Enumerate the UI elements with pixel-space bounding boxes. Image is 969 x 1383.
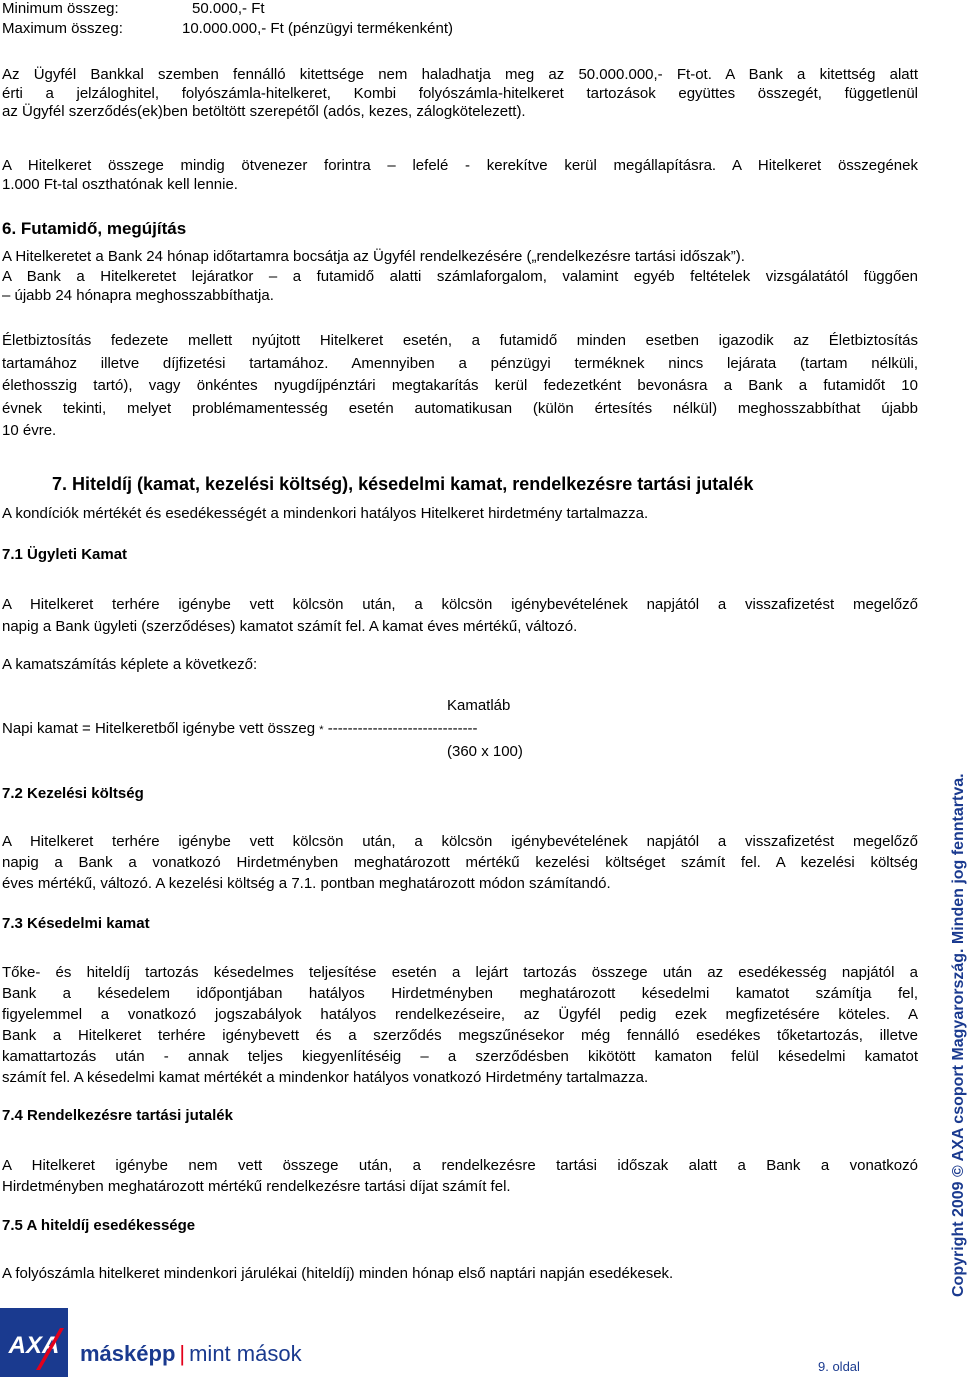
text-line: A Bank a Hitelkeretet lejáratkor – a futamidő alatti számlaforgalom, valamint egyéb feltételek vizsgálatától függően (2, 268, 918, 285)
text-line: érti a jelzáloghitel, folyószámla-hitelkeret, Kombi folyószámla-hitelkeret tartozások együttes összegét, függetlenül (2, 84, 918, 102)
page-number: 9. oldal (818, 1359, 860, 1374)
text-line: számít fel. A késedelmi kamat mértékét a mindenkor hatályos vonatkozó Hirdetmény tartalmazza. (2, 1069, 649, 1086)
min-value: 50.000,- Ft (192, 0, 265, 17)
slogan-main: másképp (80, 1341, 176, 1366)
text-line: figyelemmel a vonatkozó jogszabályok hatályos rendelkezéseire, az Ügyfél pedig ezek megfizetésére köteles. A (2, 1006, 918, 1023)
section-7-3-p1 (2, 962, 918, 1088)
section-7-4-p1 (2, 1155, 918, 1197)
section-7-title: 7. Hiteldíj (kamat, kezelési költség), késedelmi kamat, rendelkezésre tartási jutalék (52, 474, 754, 494)
axa-logo-graphic (0, 1308, 68, 1377)
section-7-1-title: 7.1 Ügyleti Kamat (2, 546, 128, 563)
text-line: élethosszig tartó), vagy önkéntes nyugdíjpénztári megtakarítás kerül fedezetként bevonásra a Bank a futamidőt 10 (2, 377, 918, 394)
text-line: Életbiztosítás fedezete mellett nyújtott Hitelkeret esetén, a futamidő minden esetben igazodik az Életbiztosítás (2, 332, 918, 349)
axa-logo (0, 1308, 68, 1377)
formula-text: Napi kamat = Hitelkeretből igénybe vett összeg (2, 720, 320, 737)
section-6-p2 (2, 268, 918, 305)
section-7-4-title: 7.4 Rendelkezésre tartási jutalék (2, 1107, 233, 1124)
text-line: Bank a késedelem időpontjában hatályos Hirdetményben meghatározott késedelmi kamatot számítja fel, (2, 985, 918, 1002)
section-7-3-title: 7.3 Késedelmi kamat (2, 915, 150, 932)
section-7-5-p1: A folyószámla hitelkeret mindenkori járulékai (hiteldíj) minden hónap első naptári napján esedékesek. (2, 1265, 674, 1282)
text-line: Hirdetményben meghatározott mértékű rendelkezésre tartási díjat számít fel. (2, 1178, 511, 1195)
text-line: kamattartozás után - annak teljes kiegyenlítéséig – a szerződésben kikötött kamaton felül késedelmi kamatot (2, 1048, 918, 1065)
text-line: éves mértékű, változó. A kezelési költség a 7.1. pontban meghatározott módon számítandó. (2, 875, 611, 892)
text-line: A Hitelkeret igénybe nem vett összege után, a rendelkezésre tartási időszak alatt a Bank a vonatkozó (2, 1157, 918, 1174)
text-line: az Ügyfél szerződés(ek)ben betöltött szerepétől (adós, kezes, zálogkötelezett). (2, 103, 526, 120)
slogan-separator: | (179, 1341, 186, 1366)
section-7-1-p1 (2, 594, 918, 638)
exposure-paragraph (2, 66, 918, 122)
formula-denominator: (360 x 100) (447, 743, 523, 760)
section-6-p1: A Hitelkeretet a Bank 24 hónap időtartamra bocsátja az Ügyfél rendelkezésére („rendelkezésre tartási időszak”). (2, 248, 745, 265)
multiply-sign: * (319, 724, 324, 736)
text-line: tartamához illetve díjfizetési tartamához. Amennyiben a pénzügyi terméknek nincs lejárata (tartam nélküli, (2, 354, 918, 372)
min-label: Minimum összeg: (2, 0, 119, 17)
copyright-notice: Copyright 2009 © AXA csoport Magyarország. Minden jog fenntartva. (950, 773, 967, 1297)
text-line: A Hitelkeret terhére igénybe vett kölcsön után, a kölcsön igénybevételének napjától a visszafizetést megelőző (2, 596, 918, 613)
formula-line (2, 720, 478, 740)
slogan-sub: mint mások (189, 1341, 302, 1366)
section-6-title: 6. Futamidő, megújítás (2, 219, 187, 238)
text-line: Bank a Hitelkeret terhére igénybevett és a szerződés megszűnésekor még fennálló esedékes tőketartozás, illetve (2, 1027, 918, 1044)
fraction-bar: ------------------------------ (323, 720, 478, 737)
section-7-intro: A kondíciók mértékét és esedékességét a mindenkori hatályos Hitelkeret hirdetmény tartalmazza. (2, 505, 649, 522)
text-line: Tőke- és hiteldíj tartozás késedelmes teljesítése esetén a lejárt tartozás összege után az esedékesség napjától a (2, 964, 918, 981)
section-6-p3 (2, 330, 918, 443)
text-line: 10 évre. (2, 422, 57, 439)
svg-text:AXA: AXA (8, 1332, 60, 1359)
text-line: napig a Bank ügyleti (szerződéses) kamatot számít fel. A kamat éves mértékű, változó. (2, 618, 578, 635)
formula-intro: A kamatszámítás képlete a következő: (2, 656, 258, 673)
footer-slogan (80, 1341, 302, 1366)
max-label: Maximum összeg: (2, 20, 123, 37)
section-7-2-title: 7.2 Kezelési költség (2, 785, 144, 802)
max-value: 10.000.000,- Ft (pénzügyi termékenként) (182, 20, 453, 37)
rounding-paragraph (2, 157, 918, 194)
formula-numerator: Kamatláb (447, 697, 511, 714)
text-line: évnek tekinti, melyet problémamentesség esetén automatikusan (külön értesítés nélkül) meghosszabbíthat újabb (2, 399, 918, 417)
section-7-2-p1 (2, 831, 918, 894)
text-line: A Hitelkeret terhére igénybe vett kölcsön után, a kölcsön igénybevételének napjától a visszafizetést megelőző (2, 833, 918, 850)
text-line: A Hitelkeret összege mindig ötvenezer forintra – lefelé - kerekítve kerül megállapításra. A Hitelkeret összegének (2, 157, 918, 174)
text-line: – újabb 24 hónapra meghosszabbíthatja. (2, 286, 274, 304)
text-line: napig a Bank a vonatkozó Hirdetményben meghatározott mértékű kezelési költséget számít fel. A kezelési költség (2, 854, 918, 871)
section-7-5-title: 7.5 A hiteldíj esedékessége (2, 1217, 196, 1234)
text-line: 1.000 Ft-tal oszthatónak kell lennie. (2, 175, 238, 193)
text-line: Az Ügyfél Bankkal szemben fennálló kitettsége nem haladhatja meg az 50.000.000,- Ft-ot. A Bank a kitettség alatt (2, 66, 918, 83)
